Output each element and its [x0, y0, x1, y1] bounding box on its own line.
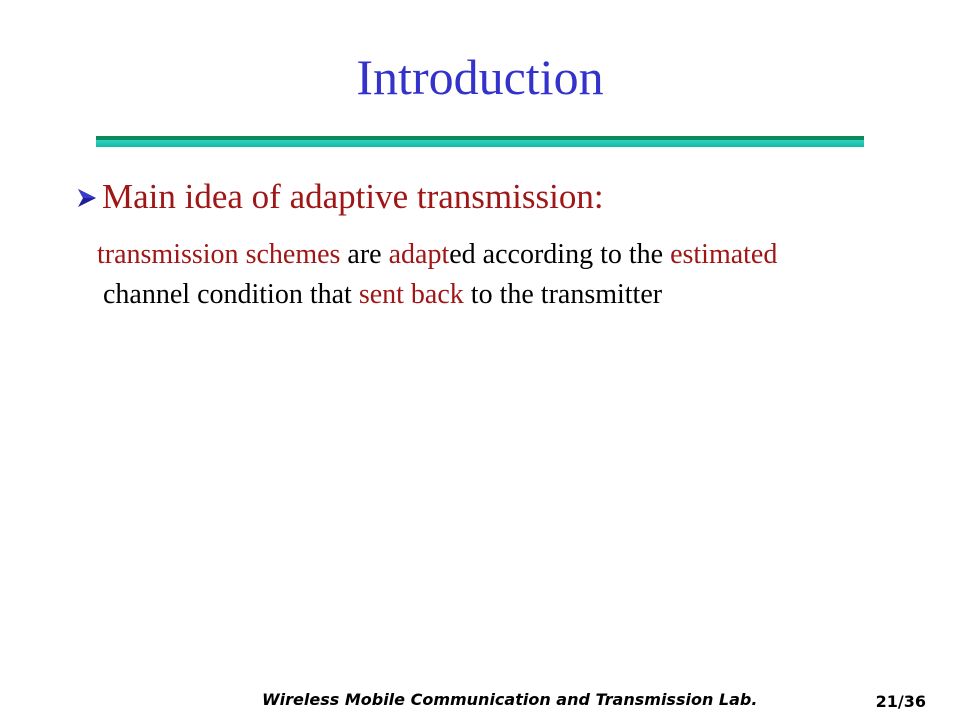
body-text: ed according to the [449, 239, 671, 270]
highlight-word: transmission [97, 239, 239, 270]
arrow-bullet-icon [76, 172, 102, 222]
bullet-heading: Main idea of adaptive transmission: [102, 177, 604, 216]
title-divider [96, 136, 864, 147]
body-paragraph [97, 235, 808, 315]
body-text: are [340, 239, 389, 270]
body-text: channel condition that [103, 279, 359, 310]
page-number: 21/36 [875, 692, 926, 711]
slide-title: Introduction [356, 49, 604, 105]
body-text: to the transmitter [463, 279, 663, 310]
bullet-item [76, 172, 896, 222]
footer-lab-name: Wireless Mobile Communication and Transmission Lab. [262, 690, 758, 709]
highlight-word: adapt [388, 239, 450, 270]
highlight-word: schemes [245, 239, 341, 270]
highlight-word: sent back [358, 279, 464, 310]
highlight-word: estimated [670, 239, 778, 270]
